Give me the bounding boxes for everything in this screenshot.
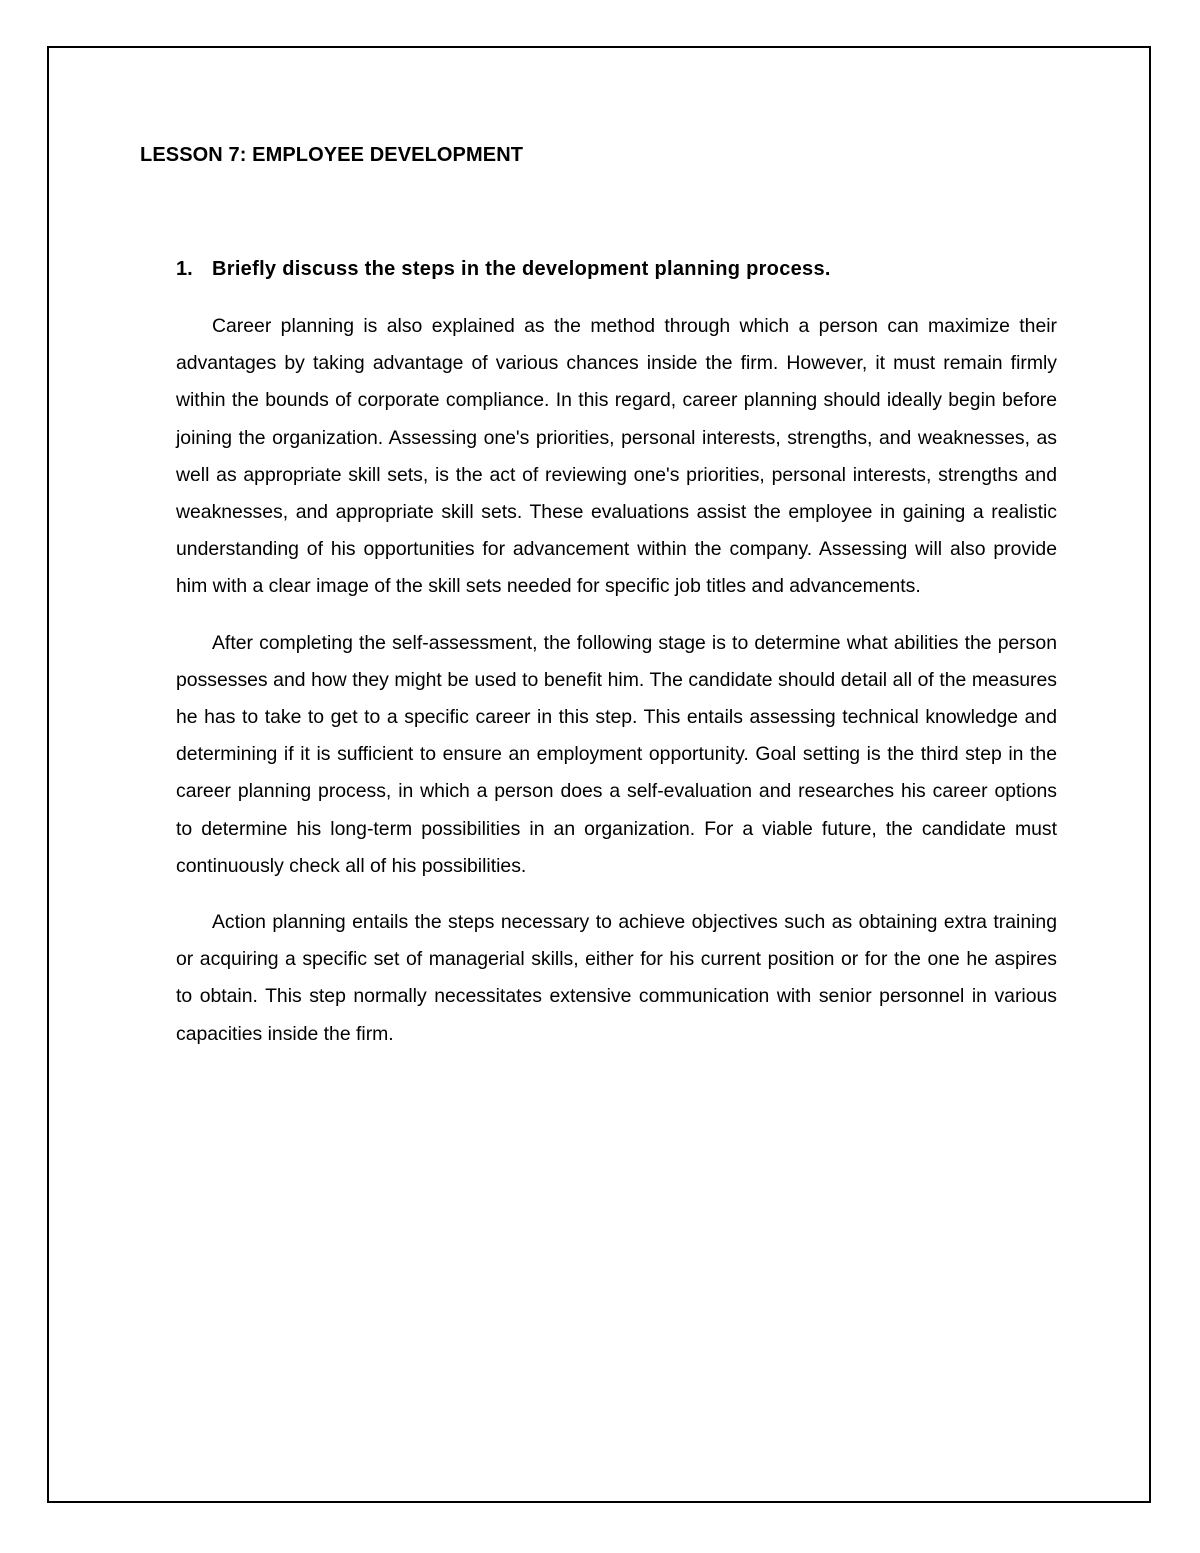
question-text: Briefly discuss the steps in the development planning process.: [212, 258, 831, 280]
answer-paragraph-2: After completing the self-assessment, the following stage is to determine what abilities the person possesses and how they might be used to benefit him. The candidate should detail all of the measures he has to take to get to a specific career in this step. This entails assessing technical knowledge and determining if it is sufficient to ensure an employment opportunity. Goal setting is the third step in the career planning process, in which a person does a self-evaluation and researches his career options to determine his long-term possibilities in an organization. For a viable future, the candidate must continuously check all of his possibilities.: [176, 631, 1057, 877]
answer-paragraph-1: Career planning is also explained as the method through which a person can maximize their advantages by taking advantage of various chances inside the firm. However, it must remain firmly within the bounds of corporate compliance. In this regard, career planning should ideally begin before joining the organization. Assessing one's priorities, personal interests, strengths, and weaknesses, as well as appropriate skill sets, is the act of reviewing one's priorities, personal interests, strengths and weaknesses, and appropriate skill sets. These evaluations assist the employee in gaining a realistic understanding of his opportunities for advancement within the company. Assessing will also provide him with a clear image of the skill sets needed for specific job titles and advancements.: [176, 315, 1057, 598]
question-number: 1.: [176, 258, 193, 280]
question-heading: [176, 257, 1056, 281]
answer-paragraph-3: Action planning entails the steps necessary to achieve objectives such as obtaining extra training or acquiring a specific set of managerial skills, either for his current position or for the one he aspires to obtain. This step normally necessitates extensive communication with senior personnel in various capacities inside the firm.: [176, 911, 1057, 1045]
lesson-title: LESSON 7: EMPLOYEE DEVELOPMENT: [140, 144, 524, 166]
answer-body: [176, 308, 1057, 1072]
